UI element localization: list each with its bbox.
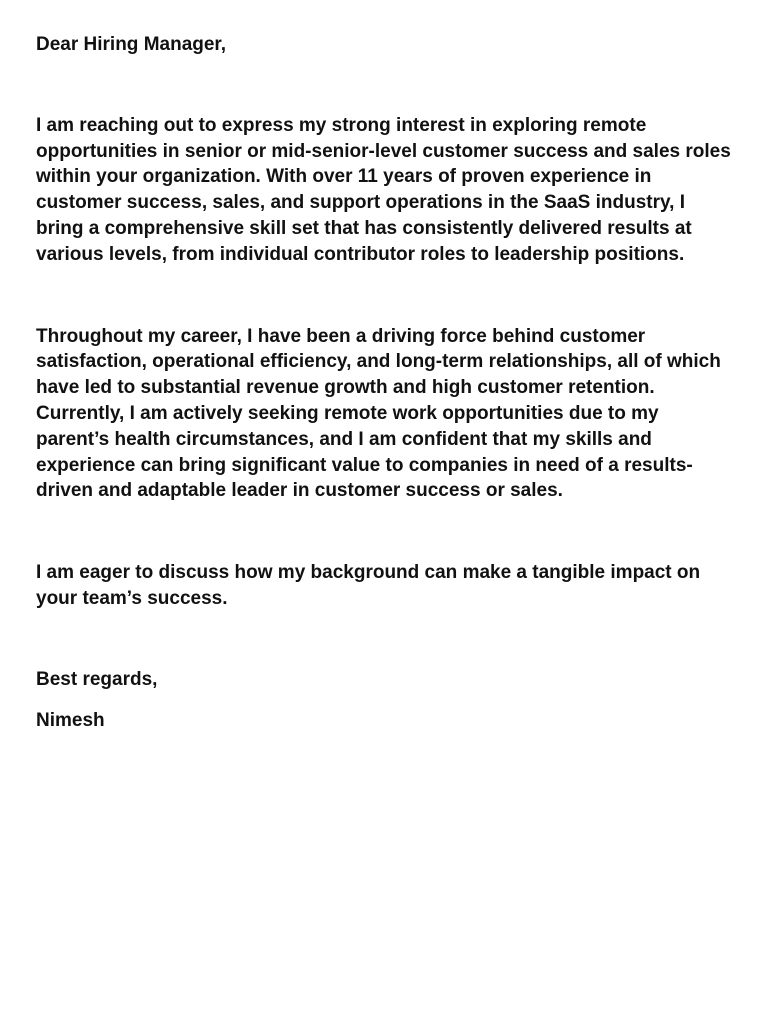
letter-signature: Nimesh — [36, 709, 105, 731]
letter-closing: Best regards, — [36, 668, 158, 690]
letter-paragraph-experience: Throughout my career, I have been a driving force behind customer satisfaction, operational efficiency, and long-term relationships, all of which have led to substantial revenue growth and high customer retention. Currently, I am actively seeking remote work opportunities due to my parent’s health circumstances, and I am confident that my skills and experience can bring significant value to companies in need of a results-driven and adaptable leader in customer success or sales. — [36, 325, 721, 502]
cover-letter — [36, 32, 732, 733]
letter-paragraph-request: I am eager to discuss how my background can make a tangible impact on your team’s success. — [36, 562, 701, 609]
letter-paragraph-intro: I am reaching out to express my strong interest in exploring remote opportunities in senior or mid-senior-level customer success and sales roles within your organization. With over 11 years of proven experience in customer success, sales, and support operations in the SaaS industry, I bring a comprehensive skill set that has consistently delivered results at various levels, from individual contributor roles to leadership positions. — [36, 114, 731, 265]
letter-greeting: Dear Hiring Manager, — [36, 34, 227, 55]
